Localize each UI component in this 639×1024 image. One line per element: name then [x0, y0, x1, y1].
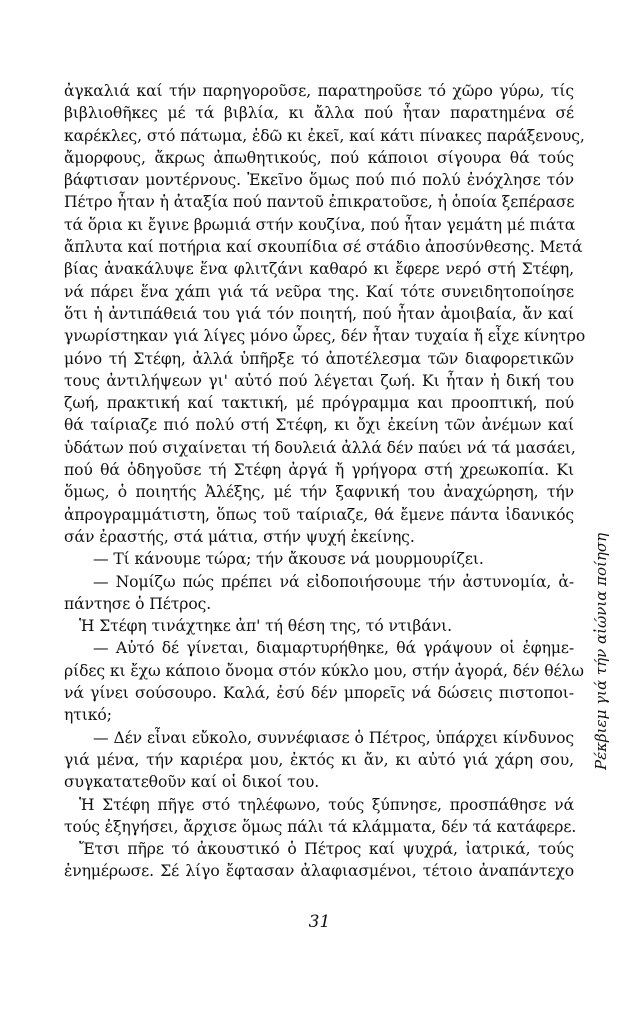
- text-line: ὅμως, ὁ ποιητής Ἀλέξης, μέ τήν ξαφνική του ἀναχώρηση, τήν: [64, 483, 574, 502]
- text-line: ἀπρογραμμάτιστη, ὅπως τοῦ ταίριαζε, θά ἔμενε πάντα ἰδανικός: [64, 505, 574, 524]
- text-line: τους ἀντιλήψεων γι' αὐτό πού λέγεται ζωή. Κι ἦταν ἡ δική του: [64, 371, 574, 390]
- text-line: πάντησε ὁ Πέτρος.: [64, 594, 212, 613]
- text-line: νά πάρει ἕνα χάπι γιά τά νεῦρα της. Καί τότε συνειδητοποίησε: [64, 282, 574, 301]
- text-line: πού θά ὁδηγοῦσε τή Στέφη ἀργά ἤ γρήγορα στή χρεωκοπία. Κι: [64, 461, 574, 480]
- text-line: βιβλιοθῆκες μέ τά βιβλία, κι ἄλλα πού ἦταν παρατημένα σέ: [64, 104, 574, 123]
- dialogue-line: — Νομίζω πώς πρέπει νά εἰδοποιήσουμε τήν ἀστυνομία, ἀ-: [93, 572, 574, 591]
- text-line: βίας ἀνακάλυψε ἕνα φλιτζάνι καθαρό κι ἔφερε νερό στή Στέφη,: [64, 260, 574, 279]
- text-line: ὑδάτων πού σιχαίνεται τή δουλειά ἀλλά δέν παύει νά τά μασάει,: [64, 438, 576, 457]
- text-line: τά ὅρια κι ἔγινε βρωμιά στήν κουζίνα, πού ἦταν γεμάτη μέ πιάτα: [64, 215, 576, 234]
- text-line: ἄμορφους, ἄκρως ἀπωθητικούς, πού κάποιοι σίγουρα θά τούς: [64, 148, 574, 167]
- text-line: ἐνημέρωσε. Σέ λίγο ἔφτασαν ἀλαφιασμένοι, τέτοιο ἀναπάντεχο: [64, 862, 574, 881]
- text-line: σάν ἐραστής, στά μάτια, στήν ψυχή ἐκείνης.: [64, 527, 415, 546]
- text-line: ρίδες κι ἔχω κάποιο ὄνομα στόν κύκλο μου, στήν ἀγορά, δέν θέλω: [64, 661, 584, 680]
- running-title: Ρέκβιεμ γιά τήν αἰώνια ποίηση: [592, 532, 610, 770]
- text-line: γιά μένα, τήν καριέρα μου, ἐκτός κι ἄν, κι αὐτό γιά χάρη σου,: [64, 750, 574, 769]
- dialogue-line: — Τί κάνουμε τώρα; τήν ἄκουσε νά μουρμουρίζει.: [93, 550, 484, 569]
- paragraph-line: Ἡ Στέφη πῆγε στό τηλέφωνο, τούς ξύπνησε, προσπάθησε νά: [79, 795, 574, 814]
- dialogue-line: — Δέν εἶναι εὔκολο, συννέφιασε ὁ Πέτρος, ὑπάρχει κίνδυνος: [93, 728, 574, 747]
- text-line: καρέκλες, στό πάτωμα, ἐδῶ κι ἐκεῖ, καί κάτι πίνακες παράξενους,: [64, 126, 585, 145]
- text-line: ἄπλυτα καί ποτήρια καί σκουπίδια σέ στάδιο ἀποσύνθεσης. Μετά: [64, 238, 583, 257]
- text-line: τούς ἐξηγήσει, ἄρχισε ὅμως πάλι τά κλάμματα, δέν τά κατάφερε.: [64, 817, 577, 836]
- text-line: ζωή, πρακτική καί τακτική, μέ πρόγραμμα και προοπτική, πού: [64, 394, 574, 413]
- text-line: βάφτισαν μοντέρνους. Ἐκεῖνο ὅμως πού πιό πολύ ἐνόχλησε τόν: [64, 171, 574, 190]
- text-line: ἀγκαλιά καί τήν παρηγοροῦσε, παρατηροῦσε τό χῶρο γύρω, τίς: [64, 82, 574, 100]
- text-line: νά γίνει σούσουρο. Καλά, ἐσύ δέν μπορεῖς νά δώσεις πιστοποι-: [64, 684, 574, 703]
- paragraph-line: Ἔτσι πῆρε τό ἀκουστικό ὁ Πέτρος καί ψυχρά, ἰατρικά, τούς: [79, 840, 574, 859]
- paragraph-line: Ἡ Στέφη τινάχτηκε ἀπ' τή θέση της, τό ντιβάνι.: [79, 617, 452, 636]
- text-line: συγκατατεθοῦν καί οἱ δικοί του.: [64, 773, 320, 792]
- text-line: Πέτρο ἦταν ἡ ἀταξία πού παντοῦ ἐπικρατοῦσε, ἡ ὁποία ξεπέρασε: [64, 193, 575, 212]
- page-body: [64, 80, 586, 883]
- text-line: ὅτι ἡ ἀντιπάθειά του γιά τόν ποιητή, πού ἦταν ἀμοιβαία, ἄν καί: [64, 304, 574, 323]
- page-number: 31: [308, 912, 331, 932]
- text-line: μόνο τή Στέφη, ἀλλά ὑπῆρξε τό ἀποτέλεσμα τῶν διαφορετικῶν: [64, 349, 574, 368]
- text-line: γνωρίστηκαν γιά λίγες μόνο ὧρες, δέν ἦταν τυχαία ἤ εἶχε κίνητρο: [64, 327, 586, 346]
- text-line: ητικό;: [64, 706, 112, 725]
- text-line: θά ταίριαζε πιό πολύ στή Στέφη, κι ὄχι ἐκείνη τῶν ἀνέμων καί: [64, 416, 574, 435]
- dialogue-line: — Αὐτό δέ γίνεται, διαμαρτυρήθηκε, θά γράψουν οἱ ἐφημε-: [93, 639, 574, 658]
